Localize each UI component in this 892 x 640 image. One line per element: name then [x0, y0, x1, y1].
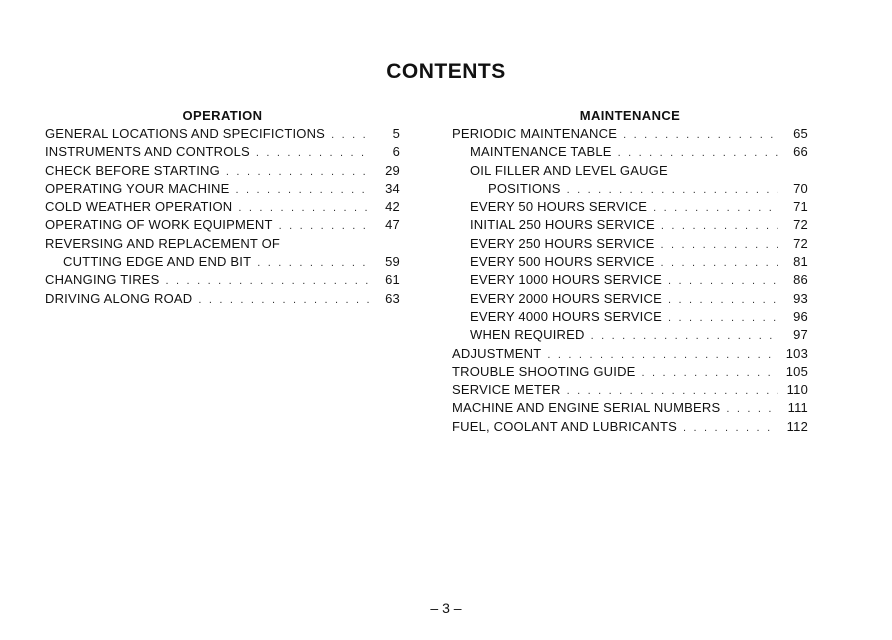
- dot-leader: [661, 217, 778, 235]
- toc-entry-label: DRIVING ALONG ROAD: [45, 290, 193, 306]
- toc-entry-page: 66: [793, 144, 808, 160]
- toc-entry-label: EVERY 50 HOURS SERVICE: [470, 199, 648, 215]
- maintenance-column: [452, 107, 808, 436]
- toc-entry-label: EVERY 4000 HOURS SERVICE: [470, 308, 662, 324]
- toc-entry-label: SERVICE METER: [452, 382, 561, 398]
- toc-entry-page: 72: [793, 235, 808, 251]
- dot-leader: [238, 199, 370, 217]
- page-title: CONTENTS: [386, 60, 506, 83]
- toc-entry-page: 111: [787, 400, 808, 416]
- toc-entry-page: 5: [392, 126, 400, 141]
- toc-entry: [452, 381, 808, 399]
- dot-leader: [567, 181, 778, 199]
- dot-leader: [236, 181, 371, 199]
- toc-entry-label: OPERATING YOUR MACHINE: [45, 180, 230, 196]
- toc-entry-page: 47: [385, 217, 400, 233]
- dot-leader: [591, 327, 778, 345]
- toc-entry-label: OIL FILLER AND LEVEL GAUGE: [470, 162, 668, 178]
- dot-leader: [257, 254, 370, 272]
- toc-entry-page: 103: [785, 345, 808, 361]
- toc-entry-page: 93: [793, 290, 808, 306]
- toc-entry: [45, 216, 400, 234]
- toc-entry: [452, 216, 808, 234]
- toc-entry-label: PERIODIC MAINTENANCE: [452, 126, 618, 141]
- dot-leader: [331, 126, 370, 144]
- page-number: – 3 –: [430, 600, 462, 616]
- toc-entry: [45, 180, 400, 198]
- toc-entry-label: TROUBLE SHOOTING GUIDE: [452, 363, 636, 379]
- toc-entry-label: GENERAL LOCATIONS AND SPECIFICTIONS: [45, 126, 326, 141]
- dot-leader: [226, 163, 370, 181]
- toc-entry-label: POSITIONS: [488, 180, 561, 196]
- toc-entry-label: COLD WEATHER OPERATION: [45, 199, 233, 215]
- dot-leader: [623, 126, 778, 144]
- toc-entry: [452, 418, 808, 436]
- toc-entry-page: 110: [786, 382, 808, 398]
- toc-entry: [452, 143, 808, 161]
- toc-entry-label: ADJUSTMENT: [452, 345, 542, 361]
- toc-entry: [452, 198, 808, 216]
- maintenance-heading: MAINTENANCE: [579, 108, 681, 123]
- toc-entry-page: 86: [793, 272, 808, 288]
- dot-leader: [726, 400, 778, 418]
- toc-entry: [45, 125, 400, 143]
- toc-entry: [452, 271, 808, 289]
- toc-entry-page: 34: [385, 180, 400, 196]
- toc-entry: [452, 308, 808, 326]
- toc-entry: [452, 399, 808, 417]
- dot-leader: [642, 364, 778, 382]
- toc-entry-label: EVERY 1000 HOURS SERVICE: [470, 272, 662, 288]
- toc-entry: [45, 198, 400, 216]
- toc-entry-page: 112: [786, 418, 808, 434]
- toc-entry-label: CHECK BEFORE STARTING: [45, 162, 220, 178]
- toc-entry-page: 6: [392, 144, 400, 160]
- toc-entry: [452, 363, 808, 381]
- toc-entry: [452, 180, 808, 198]
- toc-entry-label: REVERSING AND REPLACEMENT OF: [45, 235, 281, 251]
- toc-entry-label: EVERY 2000 HOURS SERVICE: [470, 290, 662, 306]
- toc-entry-page: 29: [385, 162, 400, 178]
- toc-entry-page: 65: [793, 126, 808, 141]
- toc-entry-page: 42: [385, 199, 400, 215]
- dot-leader: [547, 346, 778, 364]
- toc-entry-label: INITIAL 250 HOURS SERVICE: [470, 217, 655, 233]
- toc-entry-label: MAINTENANCE TABLE: [470, 144, 612, 160]
- toc-entry-label: MACHINE AND ENGINE SERIAL NUMBERS: [452, 400, 721, 416]
- dot-leader: [567, 382, 778, 400]
- dot-leader: [668, 272, 778, 290]
- toc-entry-page: 71: [793, 199, 808, 215]
- dot-leader: [256, 144, 370, 162]
- toc-entry: [45, 162, 400, 180]
- toc-entry-label: CUTTING EDGE AND END BIT: [63, 254, 252, 270]
- toc-entry-label: CHANGING TIRES: [45, 272, 160, 288]
- toc-entry-page: 63: [385, 290, 400, 306]
- toc-entry-page: 59: [385, 254, 400, 270]
- toc-entry-label: INSTRUMENTS AND CONTROLS: [45, 144, 250, 160]
- toc-entry-page: 97: [793, 327, 808, 343]
- toc-entry-label: EVERY 250 HOURS SERVICE: [470, 235, 655, 251]
- toc-entry: [452, 290, 808, 308]
- dot-leader: [668, 291, 778, 309]
- toc-entry: [45, 290, 400, 308]
- toc-entry: [452, 125, 808, 143]
- toc-entry-label: FUEL, COOLANT AND LUBRICANTS: [452, 418, 677, 434]
- dot-leader: [668, 309, 778, 327]
- dot-leader: [166, 272, 370, 290]
- toc-entry: [452, 345, 808, 363]
- dot-leader: [279, 217, 370, 235]
- dot-leader: [198, 291, 370, 309]
- toc-entry: [45, 253, 400, 271]
- dot-leader: [618, 144, 778, 162]
- toc-entry: [45, 235, 400, 253]
- toc-entry-label: WHEN REQUIRED: [470, 327, 585, 343]
- toc-entry: [452, 235, 808, 253]
- toc-entry-page: 70: [793, 180, 808, 196]
- toc-entry-page: 96: [793, 308, 808, 324]
- toc-entry-page: 81: [793, 254, 808, 270]
- dot-leader: [661, 236, 778, 254]
- dot-leader: [653, 199, 778, 217]
- toc-entry: [45, 271, 400, 289]
- dot-leader: [683, 419, 778, 437]
- toc-entry-label: OPERATING OF WORK EQUIPMENT: [45, 217, 273, 233]
- toc-entry-page: 105: [785, 363, 808, 379]
- toc-entry-label: EVERY 500 HOURS SERVICE: [470, 254, 655, 270]
- toc-entry: [45, 143, 400, 161]
- toc-entry: [452, 326, 808, 344]
- toc-entry-page: 61: [385, 272, 400, 288]
- toc-entry-page: 72: [793, 217, 808, 233]
- dot-leader: [661, 254, 778, 272]
- operation-heading: OPERATION: [182, 108, 263, 123]
- operation-column: [45, 107, 400, 308]
- toc-entry: [452, 162, 808, 180]
- toc-entry: [452, 253, 808, 271]
